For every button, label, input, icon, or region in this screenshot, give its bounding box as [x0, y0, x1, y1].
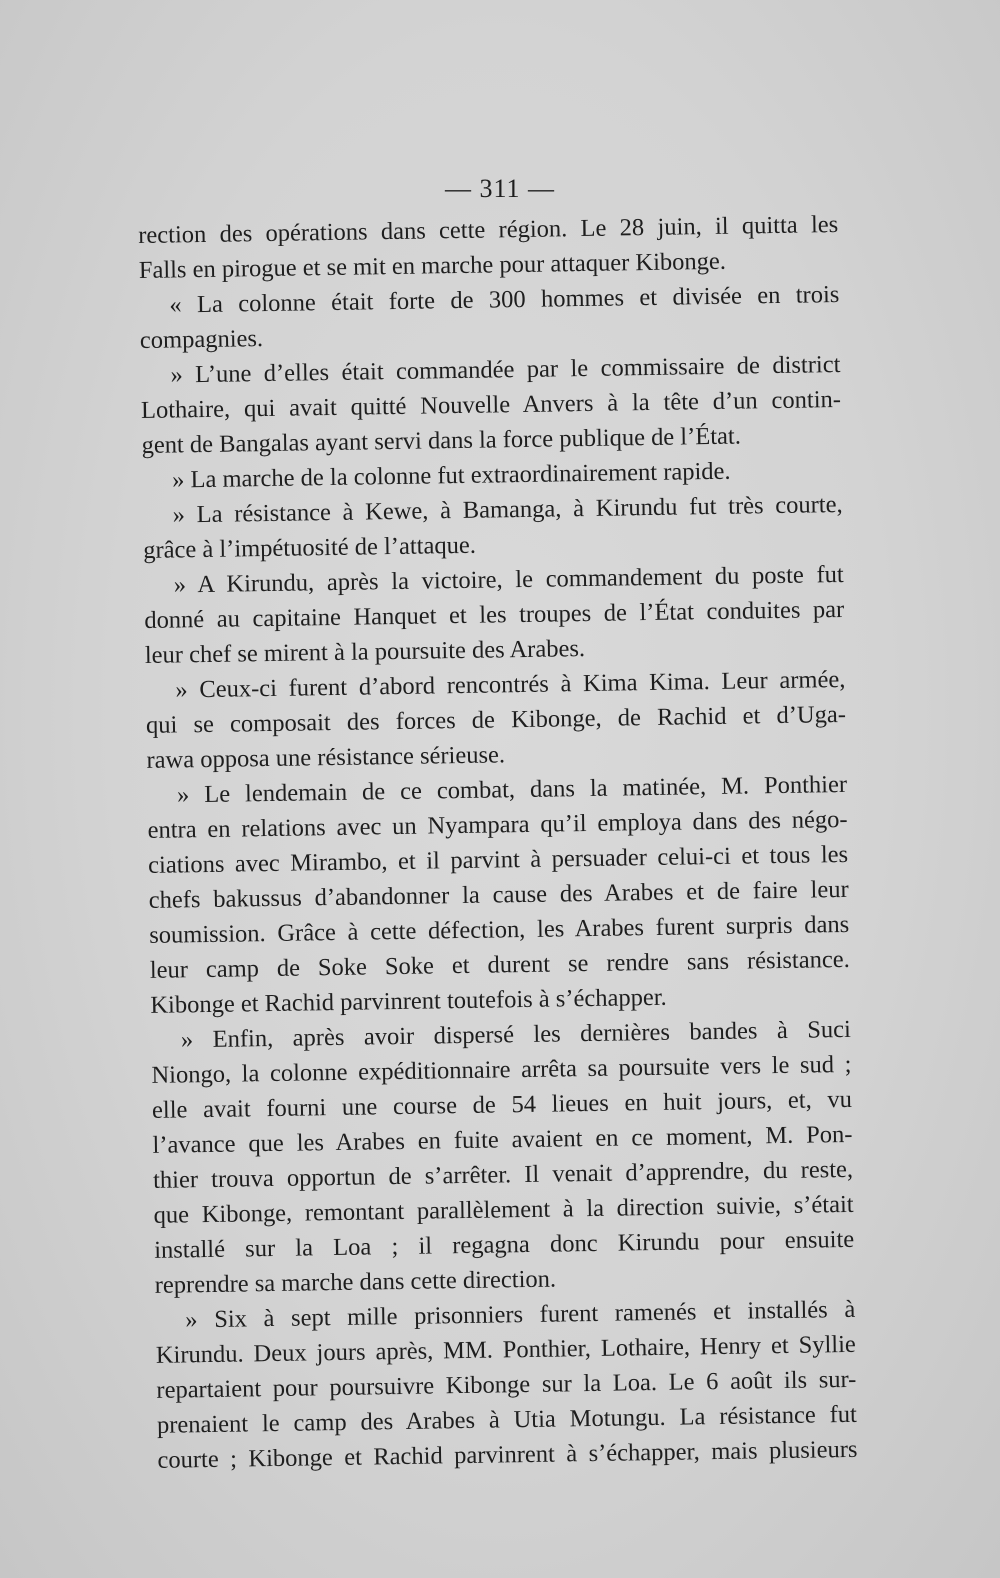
text-line: » La résistance à Kewe, à Bamanga, à Kirundu fut très courte,: [172, 490, 843, 529]
text-line: prenaient le camp des Arabes à Utia Motungu. La résistance fut: [156, 1400, 858, 1439]
text-line: grâce à l’impétuosité de l’attaque.: [143, 531, 477, 564]
text-line: » A Kirundu, après la victoire, le commandement du poste fut: [173, 560, 844, 599]
text-line: Lothaire, qui avait quitté Nouvelle Anvers à la tête d’un contin-: [140, 385, 842, 424]
text-line: l’avance que les Arabes en fuite avaient en ce moment, M. Pon-: [152, 1120, 853, 1159]
text-line: elle avait fourni une course de 54 lieues en huit jours, et, vu: [151, 1085, 853, 1124]
text-line: Kirundu. Deux jours après, MM. Ponthier, Lothaire, Henry et Syllie: [155, 1330, 856, 1369]
text-line: leur chef se mirent à la poursuite des Arabes.: [144, 635, 586, 669]
page-number: — 311 —: [444, 174, 556, 203]
text-line: reprendre sa marche dans cette direction.: [154, 1265, 557, 1299]
text-line: » Six à sept mille prisonniers furent ramenés et installés à: [185, 1295, 856, 1334]
text-line: Kibonge et Rachid parvinrent toutefois à s’échapper.: [150, 983, 667, 1019]
text-line: Falls en pirogue et se mit en marche pour attaquer Kibonge.: [138, 247, 727, 284]
text-line: entra en relations avec un Nyampara qu’il employa dans des négo-: [147, 805, 848, 844]
text-line: » Enfin, après avoir dispersé les dernières bandes à Suci: [180, 1015, 852, 1054]
text-line: » Ceux-ci furent d’abord rencontrés à Kima Kima. Leur armée,: [175, 665, 846, 704]
text-line: » La marche de la colonne fut extraordinairement rapide.: [171, 457, 731, 494]
text-line: donné au capitaine Hanquet et les troupes de l’État conduites par: [144, 595, 845, 634]
text-line: soumission. Grâce à cette défection, les Arabes furent surpris dans: [149, 910, 850, 949]
text-line: installé sur la Loa ; il regagna donc Kirundu pour ensuite: [154, 1225, 855, 1264]
text-line: » L’une d’elles était commandée par le commissaire de district: [170, 350, 841, 389]
text-line: « La colonne était forte de 300 hommes et divisée en trois: [169, 280, 840, 319]
text-line: leur camp de Soke Soke et durent se rendre sans résistance.: [149, 945, 850, 984]
text-line: gent de Bangalas ayant servi dans la force publique de l’État.: [141, 422, 742, 459]
text-line: que Kibonge, remontant parallèlement à la direction suivie, s’était: [153, 1190, 854, 1229]
text-line: qui se composait des forces de Kibonge, de Rachid et d’Uga-: [145, 700, 847, 739]
text-line: chefs bakussus d’abandonner la cause des Arabes et de faire leur: [148, 875, 849, 914]
text-line: » Le lendemain de ce combat, dans la matinée, M. Ponthier: [176, 770, 848, 809]
body-text: [138, 207, 858, 1478]
text-line: rection des opérations dans cette région. Le 28 juin, il quitta les: [138, 211, 839, 249]
text-line: ciations avec Mirambo, et il parvint à persuader celui-ci et tous les: [147, 840, 849, 879]
text-line: rawa opposa une résistance sérieuse.: [146, 741, 506, 774]
text-line: compagnies.: [139, 325, 264, 354]
text-line: Niongo, la colonne expéditionnaire arrêta sa poursuite vers le sud ;: [151, 1050, 852, 1089]
text-line: courte ; Kibonge et Rachid parvinrent à s’échapper, mais plusieurs: [157, 1435, 858, 1474]
text-line: thier trouva opportun de s’arrêter. Il venait d’apprendre, du reste,: [152, 1155, 854, 1194]
text-line: repartaient pour poursuivre Kibonge sur la Loa. Le 6 août ils sur-: [156, 1365, 857, 1404]
